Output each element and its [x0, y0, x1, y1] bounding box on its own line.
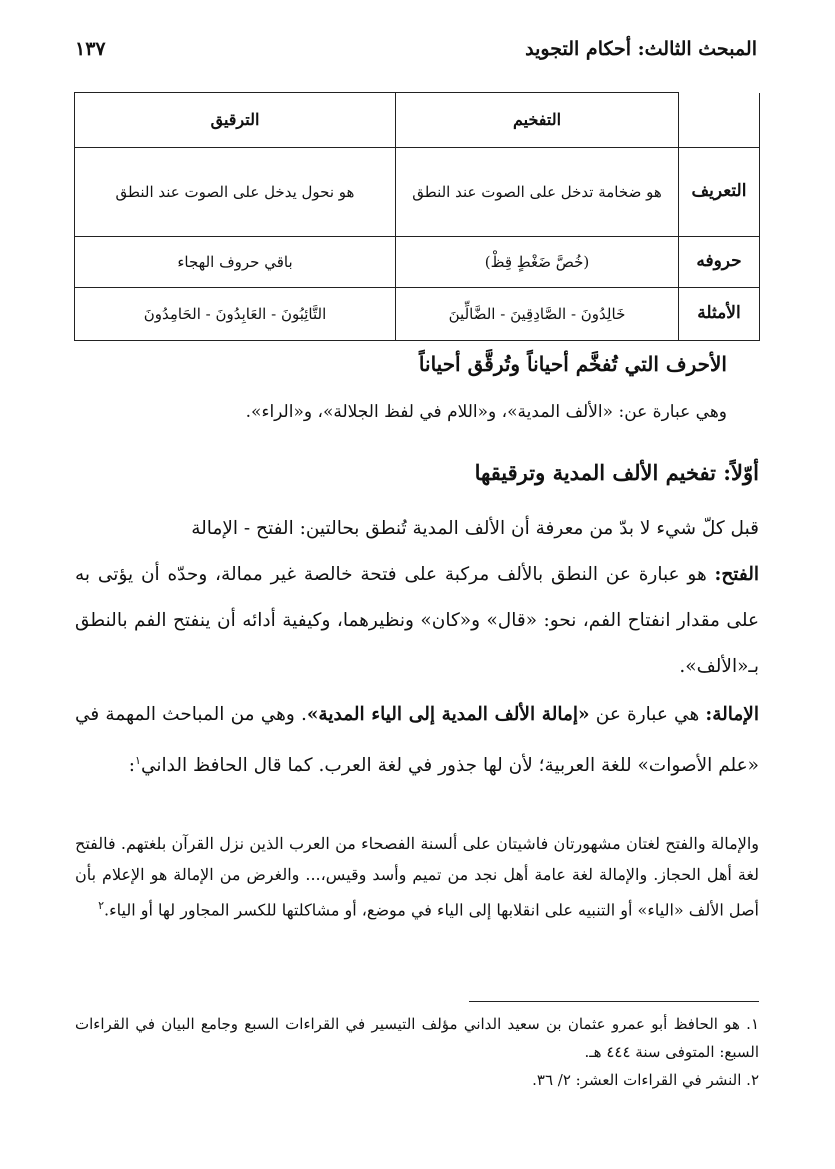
footnote-ref-1[interactable]: ١: [135, 754, 141, 767]
page-header: [75, 34, 757, 70]
variable-letters-intro: وهي عبارة عن: «الألف المدية»، و«اللام في لفظ الجلالة»، و«الراء».: [245, 402, 727, 422]
footnote-text: النشر في القراءات العشر: ٢/ ٣٦.: [532, 1071, 742, 1089]
footnote-1: [75, 1010, 759, 1066]
cell-tarqiq-letters: باقي حروف الهجاء: [75, 237, 396, 288]
imala-definition-bold: «إمالة الألف المدية إلى الياء المدية»: [306, 704, 590, 725]
cell-tarqiq-examples: التَّائِبُونَ - العَابِدُونَ - الحَامِدُونَ: [75, 288, 396, 341]
cell-tafkhim-definition: هو ضخامة تدخل على الصوت عند النطق: [396, 148, 679, 237]
row-label-letters: حروفه: [679, 237, 760, 288]
footnote-number: ٢.: [746, 1071, 759, 1089]
table-corner-cell: [679, 93, 760, 148]
page-number: ١٣٧: [75, 38, 106, 60]
row-label-definition: التعريف: [679, 148, 760, 237]
footnotes: [75, 1010, 759, 1094]
imala-text-2: . وهي من المباحث المهمة في «علم الأصوات» للغة العربية؛ لأن لها جذور في لغة العرب. كما قال الحافظ الداني: [75, 704, 759, 777]
cell-tafkhim-examples: خَالِدُونَ - الصَّادِقِينَ - الضَّالِّينَ: [396, 288, 679, 341]
cell-tafkhim-letters: (خُصَّ ضَغْطٍ قِظْ): [396, 237, 679, 288]
block-quote-dani: [75, 828, 759, 925]
paragraph-imala: [75, 692, 759, 789]
term-imala: الإمالة:: [705, 704, 759, 725]
imala-text-1: هي عبارة عن: [589, 704, 706, 725]
running-title: المبحث الثالث: أحكام التجويد: [525, 38, 757, 60]
paragraph-fath: [75, 552, 759, 690]
footnote-number: ١.: [746, 1015, 759, 1033]
footnote-2: [75, 1066, 759, 1094]
footnote-ref-2[interactable]: ٢: [98, 899, 105, 912]
table-row: [75, 148, 760, 237]
table-row: [75, 237, 760, 288]
paragraph-two-states: قبل كلّ شيء لا بدّ من معرفة أن الألف المدية تُنطق بحالتين: الفتح - الإمالة: [191, 518, 759, 539]
column-header-tafkhim: التفخيم: [396, 93, 679, 148]
table-header-row: [75, 93, 760, 148]
fath-definition: هو عبارة عن النطق بالألف مركبة على فتحة خالصة غير ممالة، وحدّه أن يؤتى به على مقدار انفتاح الفم، نحو: «قال» و«كان» ونظيرهما، وكيفية أدائه أن ينفتح الفم بالنطق بـ«الألف».: [75, 564, 759, 677]
footnote-text: هو الحافظ أبو عمرو عثمان بن سعيد الداني مؤلف التيسير في القراءات السبع وجامع البيان في القراءات السبع: المتوفى سنة ٤٤٤ هـ.: [75, 1015, 759, 1061]
quote-text: والإمالة والفتح لغتان مشهورتان فاشيتان على ألسنة الفصحاء من العرب الذين نزل القرآن بلغتهم. فالفتح لغة أهل الحجاز. والإمالة لغة عامة أهل نجد من تميم وأسد وقيس،... والغرض من الإمالة هو الإعلام بأن أصل الألف «الياء» أو التنبيه على انقلابها إلى الياء في موضع، أو مشاكلتها للكسر المجاور لها أو الياء.: [75, 834, 759, 920]
comparison-table: [74, 92, 760, 341]
imala-text-3: :: [128, 755, 136, 777]
row-label-examples: الأمثلة: [679, 288, 760, 341]
footnote-separator: [469, 1001, 759, 1002]
column-header-tarqiq: الترقيق: [75, 93, 396, 148]
section-heading-alif: أوّلاً: تفخيم الألف المدية وترقيقها: [474, 460, 759, 485]
section-heading-variable-letters: الأحرف التي تُفخَّم أحياناً وتُرقَّق أحياناً: [418, 352, 727, 376]
table-row: [75, 288, 760, 341]
cell-tarqiq-definition: هو نحول يدخل على الصوت عند النطق: [75, 148, 396, 237]
term-fath: الفتح:: [714, 564, 759, 585]
